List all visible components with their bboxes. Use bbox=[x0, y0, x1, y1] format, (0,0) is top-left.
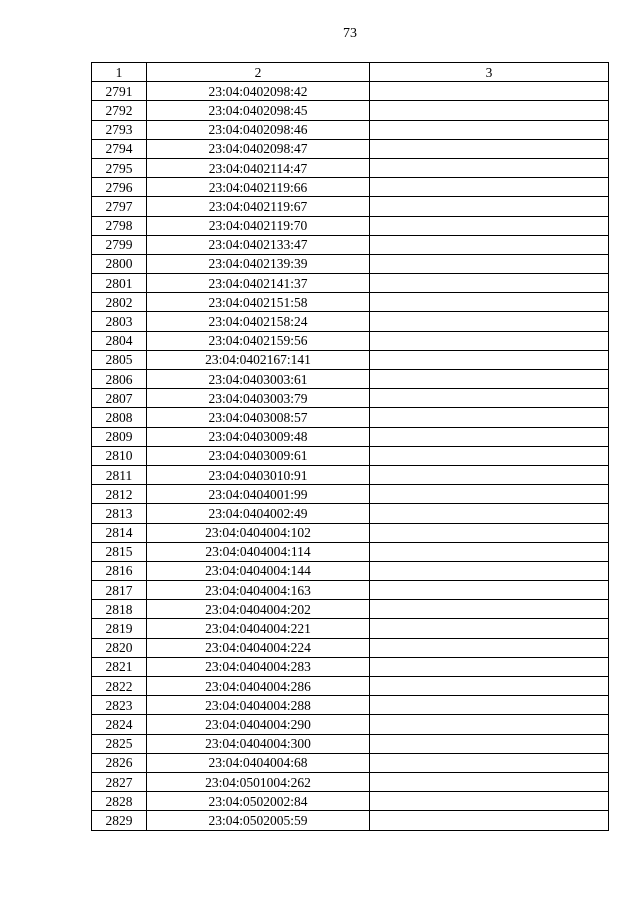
cadastral-number-cell: 23:04:0404004:288 bbox=[147, 696, 370, 715]
row-number-cell: 2797 bbox=[92, 197, 147, 216]
notes-cell bbox=[370, 389, 609, 408]
row-number-cell: 2819 bbox=[92, 619, 147, 638]
table-row bbox=[92, 370, 609, 389]
row-number-cell: 2815 bbox=[92, 542, 147, 561]
cadastral-number-cell: 23:04:0402167:141 bbox=[147, 350, 370, 369]
row-number-cell: 2824 bbox=[92, 715, 147, 734]
row-number-cell: 2806 bbox=[92, 370, 147, 389]
table-row bbox=[92, 657, 609, 676]
row-number-cell: 2800 bbox=[92, 254, 147, 273]
notes-cell bbox=[370, 465, 609, 484]
notes-cell bbox=[370, 293, 609, 312]
notes-cell bbox=[370, 120, 609, 139]
table-row bbox=[92, 446, 609, 465]
row-number-cell: 2811 bbox=[92, 465, 147, 484]
page-number: 73 bbox=[343, 26, 357, 41]
notes-cell bbox=[370, 485, 609, 504]
table-row bbox=[92, 101, 609, 120]
table-row bbox=[92, 485, 609, 504]
cadastral-number-cell: 23:04:0403003:61 bbox=[147, 370, 370, 389]
cadastral-number-cell: 23:04:0502005:59 bbox=[147, 811, 370, 830]
row-number-cell: 2821 bbox=[92, 657, 147, 676]
notes-cell bbox=[370, 158, 609, 177]
table-row bbox=[92, 581, 609, 600]
cadastral-number-cell: 23:04:0402151:58 bbox=[147, 293, 370, 312]
row-number-cell: 2807 bbox=[92, 389, 147, 408]
cadastral-number-cell: 23:04:0404004:283 bbox=[147, 657, 370, 676]
table-row bbox=[92, 178, 609, 197]
row-number-cell: 2798 bbox=[92, 216, 147, 235]
row-number-cell: 2823 bbox=[92, 696, 147, 715]
notes-cell bbox=[370, 274, 609, 293]
table-row bbox=[92, 408, 609, 427]
table-row bbox=[92, 254, 609, 273]
notes-cell bbox=[370, 331, 609, 350]
cadastral-number-cell: 23:04:0402141:37 bbox=[147, 274, 370, 293]
table-row bbox=[92, 619, 609, 638]
table-row bbox=[92, 734, 609, 753]
cadastral-number-cell: 23:04:0402119:67 bbox=[147, 197, 370, 216]
table-row bbox=[92, 235, 609, 254]
table-row bbox=[92, 216, 609, 235]
cadastral-number-cell: 23:04:0403008:57 bbox=[147, 408, 370, 427]
notes-cell bbox=[370, 446, 609, 465]
cadastral-number-cell: 23:04:0402119:70 bbox=[147, 216, 370, 235]
notes-cell bbox=[370, 619, 609, 638]
row-number-cell: 2826 bbox=[92, 753, 147, 772]
cadastral-number-cell: 23:04:0502002:84 bbox=[147, 792, 370, 811]
table-row bbox=[92, 389, 609, 408]
column-header-2: 2 bbox=[147, 63, 370, 82]
table-row bbox=[92, 811, 609, 830]
notes-cell bbox=[370, 350, 609, 369]
table-row bbox=[92, 753, 609, 772]
cadastral-number-cell: 23:04:0404004:114 bbox=[147, 542, 370, 561]
notes-cell bbox=[370, 101, 609, 120]
column-header-3: 3 bbox=[370, 63, 609, 82]
notes-cell bbox=[370, 811, 609, 830]
notes-cell bbox=[370, 408, 609, 427]
cadastral-number-cell: 23:04:0404004:202 bbox=[147, 600, 370, 619]
row-number-cell: 2814 bbox=[92, 523, 147, 542]
table-row bbox=[92, 792, 609, 811]
cadastral-number-cell: 23:04:0404001:99 bbox=[147, 485, 370, 504]
notes-cell bbox=[370, 753, 609, 772]
notes-cell bbox=[370, 696, 609, 715]
row-number-cell: 2813 bbox=[92, 504, 147, 523]
cadastral-number-cell: 23:04:0403003:79 bbox=[147, 389, 370, 408]
cadastral-number-cell: 23:04:0404004:286 bbox=[147, 677, 370, 696]
row-number-cell: 2818 bbox=[92, 600, 147, 619]
notes-cell bbox=[370, 638, 609, 657]
notes-cell bbox=[370, 792, 609, 811]
row-number-cell: 2804 bbox=[92, 331, 147, 350]
table-row bbox=[92, 638, 609, 657]
cadastral-number-cell: 23:04:0404004:68 bbox=[147, 753, 370, 772]
table-row bbox=[92, 600, 609, 619]
cadastral-number-cell: 23:04:0402098:45 bbox=[147, 101, 370, 120]
row-number-cell: 2801 bbox=[92, 274, 147, 293]
cadastral-number-cell: 23:04:0501004:262 bbox=[147, 772, 370, 791]
table-row bbox=[92, 158, 609, 177]
notes-cell bbox=[370, 216, 609, 235]
row-number-cell: 2816 bbox=[92, 561, 147, 580]
table-row bbox=[92, 677, 609, 696]
cadastral-number-cell: 23:04:0402098:46 bbox=[147, 120, 370, 139]
table-row bbox=[92, 523, 609, 542]
notes-cell bbox=[370, 197, 609, 216]
notes-cell bbox=[370, 600, 609, 619]
table-row bbox=[92, 293, 609, 312]
cadastral-number-cell: 23:04:0403009:48 bbox=[147, 427, 370, 446]
cadastral-number-cell: 23:04:0404004:144 bbox=[147, 561, 370, 580]
row-number-cell: 2792 bbox=[92, 101, 147, 120]
row-number-cell: 2822 bbox=[92, 677, 147, 696]
cadastral-number-cell: 23:04:0404004:221 bbox=[147, 619, 370, 638]
table-row bbox=[92, 82, 609, 101]
row-number-cell: 2802 bbox=[92, 293, 147, 312]
row-number-cell: 2793 bbox=[92, 120, 147, 139]
cadastral-number-cell: 23:04:0402119:66 bbox=[147, 178, 370, 197]
cadastral-number-cell: 23:04:0404004:102 bbox=[147, 523, 370, 542]
cadastral-number-cell: 23:04:0402158:24 bbox=[147, 312, 370, 331]
notes-cell bbox=[370, 542, 609, 561]
cadastral-number-cell: 23:04:0402098:42 bbox=[147, 82, 370, 101]
row-number-cell: 2791 bbox=[92, 82, 147, 101]
row-number-cell: 2803 bbox=[92, 312, 147, 331]
row-number-cell: 2817 bbox=[92, 581, 147, 600]
notes-cell bbox=[370, 178, 609, 197]
table-row bbox=[92, 312, 609, 331]
table-body bbox=[92, 82, 609, 830]
cadastral-number-cell: 23:04:0404004:290 bbox=[147, 715, 370, 734]
table-row bbox=[92, 331, 609, 350]
notes-cell bbox=[370, 561, 609, 580]
table-row bbox=[92, 696, 609, 715]
table-header-row bbox=[92, 63, 609, 82]
row-number-cell: 2796 bbox=[92, 178, 147, 197]
row-number-cell: 2795 bbox=[92, 158, 147, 177]
cadastral-number-cell: 23:04:0403010:91 bbox=[147, 465, 370, 484]
cadastral-number-cell: 23:04:0402159:56 bbox=[147, 331, 370, 350]
cadastral-number-cell: 23:04:0402133:47 bbox=[147, 235, 370, 254]
row-number-cell: 2812 bbox=[92, 485, 147, 504]
cadastral-number-cell: 23:04:0403009:61 bbox=[147, 446, 370, 465]
cadastral-table bbox=[91, 62, 609, 831]
table-row bbox=[92, 427, 609, 446]
table-row bbox=[92, 504, 609, 523]
row-number-cell: 2794 bbox=[92, 139, 147, 158]
notes-cell bbox=[370, 523, 609, 542]
cadastral-number-cell: 23:04:0404004:224 bbox=[147, 638, 370, 657]
notes-cell bbox=[370, 504, 609, 523]
table-row bbox=[92, 197, 609, 216]
notes-cell bbox=[370, 235, 609, 254]
table-row bbox=[92, 715, 609, 734]
notes-cell bbox=[370, 581, 609, 600]
row-number-cell: 2799 bbox=[92, 235, 147, 254]
cadastral-number-cell: 23:04:0402098:47 bbox=[147, 139, 370, 158]
table-row bbox=[92, 139, 609, 158]
table-row bbox=[92, 542, 609, 561]
table-row bbox=[92, 120, 609, 139]
notes-cell bbox=[370, 427, 609, 446]
row-number-cell: 2805 bbox=[92, 350, 147, 369]
table-row bbox=[92, 274, 609, 293]
row-number-cell: 2829 bbox=[92, 811, 147, 830]
notes-cell bbox=[370, 312, 609, 331]
notes-cell bbox=[370, 677, 609, 696]
cadastral-number-cell: 23:04:0404002:49 bbox=[147, 504, 370, 523]
notes-cell bbox=[370, 734, 609, 753]
notes-cell bbox=[370, 772, 609, 791]
row-number-cell: 2827 bbox=[92, 772, 147, 791]
table-row bbox=[92, 772, 609, 791]
notes-cell bbox=[370, 254, 609, 273]
cadastral-number-cell: 23:04:0404004:163 bbox=[147, 581, 370, 600]
notes-cell bbox=[370, 82, 609, 101]
notes-cell bbox=[370, 715, 609, 734]
table-row bbox=[92, 465, 609, 484]
row-number-cell: 2810 bbox=[92, 446, 147, 465]
cadastral-number-cell: 23:04:0402114:47 bbox=[147, 158, 370, 177]
column-header-1: 1 bbox=[92, 63, 147, 82]
notes-cell bbox=[370, 370, 609, 389]
row-number-cell: 2808 bbox=[92, 408, 147, 427]
row-number-cell: 2809 bbox=[92, 427, 147, 446]
table-row bbox=[92, 350, 609, 369]
notes-cell bbox=[370, 139, 609, 158]
row-number-cell: 2825 bbox=[92, 734, 147, 753]
notes-cell bbox=[370, 657, 609, 676]
row-number-cell: 2828 bbox=[92, 792, 147, 811]
cadastral-number-cell: 23:04:0404004:300 bbox=[147, 734, 370, 753]
row-number-cell: 2820 bbox=[92, 638, 147, 657]
table-row bbox=[92, 561, 609, 580]
cadastral-number-cell: 23:04:0402139:39 bbox=[147, 254, 370, 273]
